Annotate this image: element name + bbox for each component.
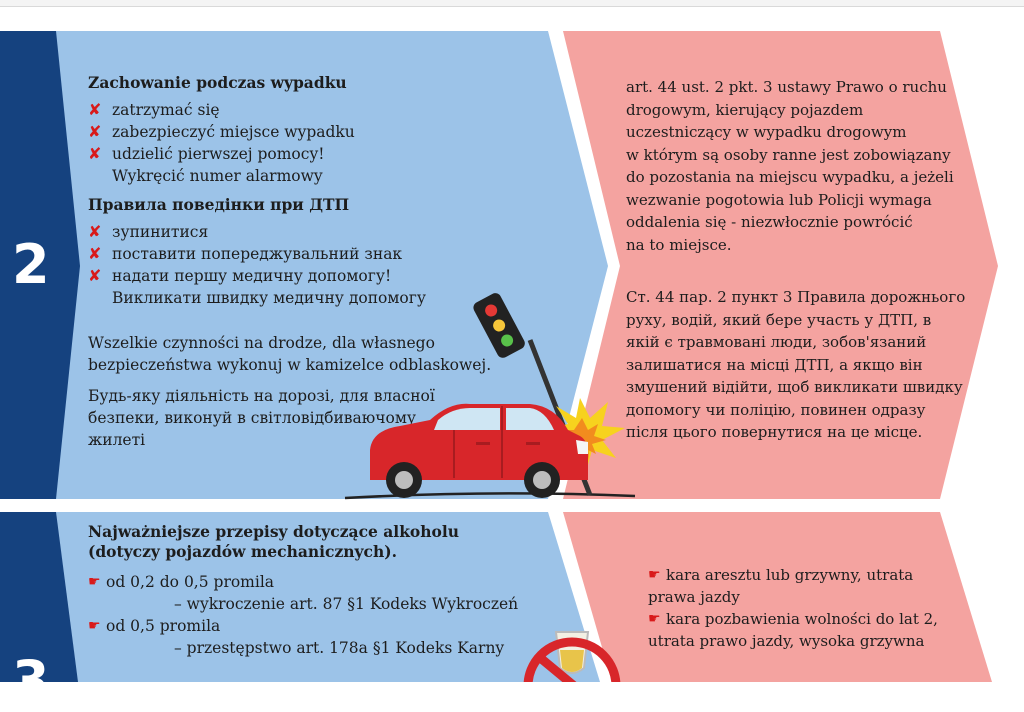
cross-icon: ✘ [88, 266, 102, 285]
penalty-2-line-2: utrata prawo jazdy, wysoka grzywna [648, 632, 925, 650]
traffic-light-icon [471, 291, 527, 360]
law-pl-line-8: na to miejsce. [626, 235, 732, 254]
law-ua-line-6: допомогу чи поліцію, повинен одразу [626, 400, 926, 419]
law-ua-line-3: якій є травмовані люди, зобов'язаний [626, 333, 927, 351]
law-pl-line-4: w którym są osoby ranne jest zobowiązany [626, 145, 951, 164]
law-ua-line-7: після цього повернутися на це місце. [626, 423, 923, 441]
law-pl-line-3: uczestniczący w wypadku drogowym [626, 123, 907, 141]
pl-item-3: udzielić pierwszej pomocy! [112, 145, 325, 163]
ua-item-3-cont: Викликати швидку медичну допомогу [112, 289, 426, 307]
section-number-2: 2 [12, 233, 50, 296]
alcohol-item-2-label: od 0,5 promila [106, 617, 221, 635]
cross-icon: ✘ [88, 122, 102, 141]
no-alcohol-sign-icon [516, 628, 626, 682]
ua-item-1: зупинитися [112, 223, 209, 241]
alcohol-item-1-detail: – wykroczenie art. 87 §1 Kodeks Wykroczeń [174, 595, 519, 613]
alcohol-heading-line-1: Najważniejsze przepisy dotyczące alkoholu [88, 522, 460, 541]
alcohol-heading-line-2: (dotyczy pojazdów mechanicznych). [88, 542, 397, 561]
cross-icon: ✘ [88, 244, 102, 263]
pl-item-2: zabezpieczyć miejsce wypadku [112, 123, 355, 141]
cross-icon: ✘ [88, 222, 102, 241]
section-number-3: 3 [12, 649, 50, 712]
law-pl-line-6: wezwanie pogotowia lub Policji wymaga [626, 190, 932, 209]
ua-item-2: поставити попереджувальний знак [112, 245, 403, 263]
vest-pl-line-2: bezpieczeństwa wykonuj w kamizelce odblaskowej. [88, 356, 492, 374]
pointing-hand-icon: ☛ [88, 574, 101, 590]
penalty-2-line-1: kara pozbawienia wolności do lat 2, [666, 610, 938, 628]
law-pl-line-5: do pozostania na miejscu wypadku, a jeżeli [626, 168, 954, 186]
law-ua-line-1: Ст. 44 пар. 2 пункт 3 Правила дорожнього [626, 288, 966, 306]
vest-ua-line-2: безпеки, виконуй в світловідбиваючому [88, 409, 416, 427]
pink-panel-3 [563, 512, 992, 682]
alcohol-item-2-detail: – przestępstwo art. 178a §1 Kodeks Karny [174, 639, 505, 657]
penalty-1-line-1: kara aresztu lub grzywny, utrata [666, 566, 914, 584]
penalty-1-line-2: prawa jazdy [648, 588, 740, 606]
pl-heading: Zachowanie podczas wypadku [88, 73, 347, 92]
ua-heading: Правила поведінки при ДТП [88, 195, 350, 214]
vest-ua-line-1: Будь-яку діяльність на дорозі, для власної [88, 387, 435, 405]
law-ua-line-4: залишатися на місці ДТП, а якщо він [626, 355, 923, 374]
pl-item-1: zatrzymać się [112, 101, 220, 119]
pointing-hand-icon: ☛ [648, 567, 661, 583]
pl-item-3-cont: Wykręcić numer alarmowy [112, 167, 323, 185]
ua-item-3: надати першу медичну допомогу! [112, 267, 392, 285]
cross-icon: ✘ [88, 144, 102, 163]
vest-ua-line-3: жилеті [88, 431, 146, 449]
cross-icon: ✘ [88, 100, 102, 119]
law-pl-line-1: art. 44 ust. 2 pkt. 3 ustawy Prawo o ruchu [626, 78, 947, 96]
law-ua-line-2: руху, водій, який бере участь у ДТП, в [626, 310, 932, 329]
pointing-hand-icon: ☛ [648, 611, 661, 627]
car-crash-illustration [340, 290, 640, 505]
vest-pl-line-1: Wszelkie czynności na drodze, dla własnego [88, 334, 435, 352]
law-pl-line-7: oddalenia się - niezwłocznie powrócić [626, 213, 913, 231]
law-ua-line-5: змушений відійти, щоб викликати швидку [626, 378, 963, 396]
pointing-hand-icon: ☛ [88, 618, 101, 634]
red-car-icon [370, 404, 588, 498]
law-pl-line-2: drogowym, kierujący pojazdem [626, 100, 864, 119]
alcohol-item-1-label: od 0,2 do 0,5 promila [106, 573, 275, 591]
